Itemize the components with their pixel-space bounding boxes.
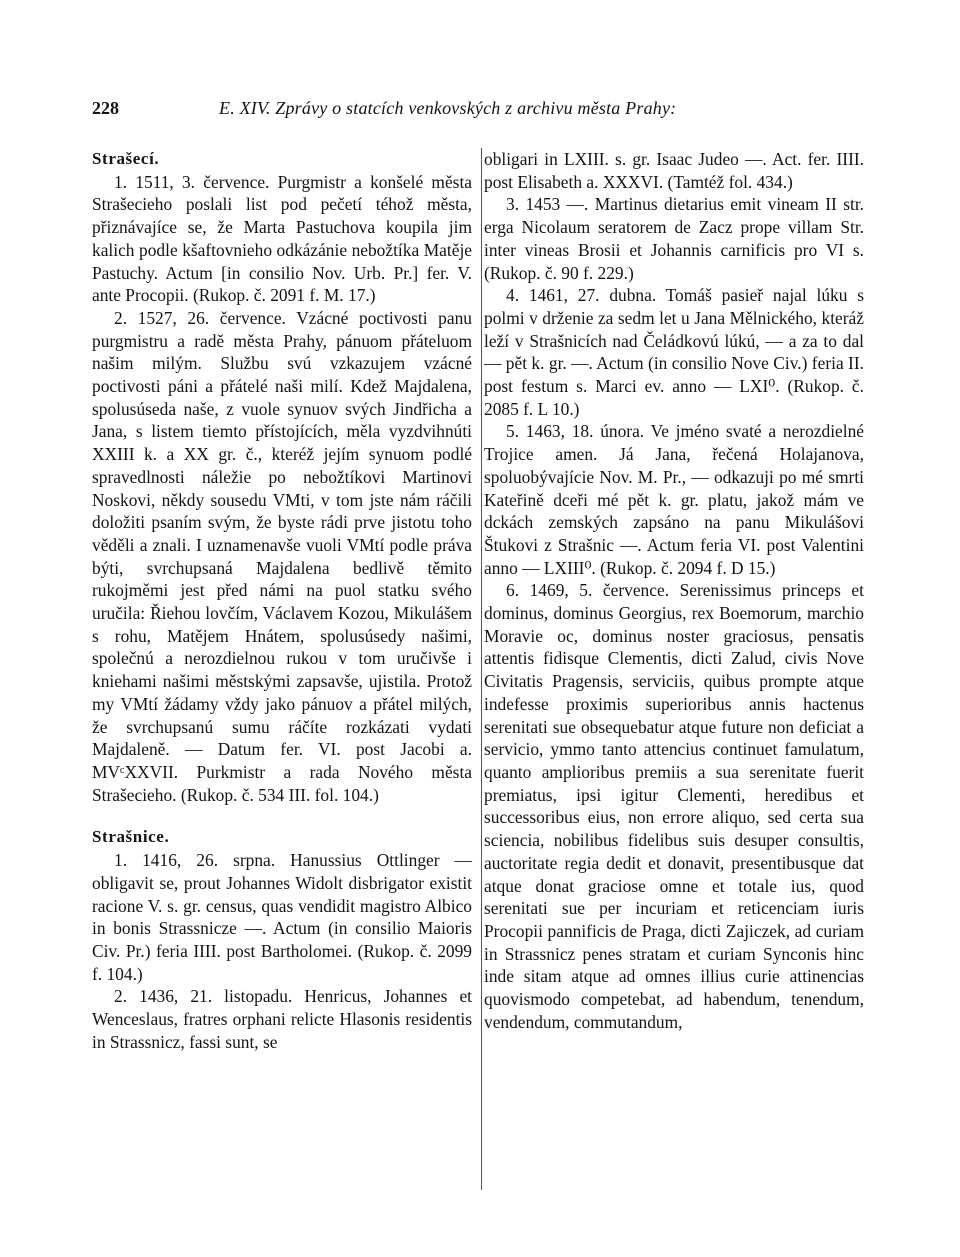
entry-paragraph: 1. 1511, 3. července. Purgmistr a konšelé města Strašecieho poslali list pod pečetí téhož města, přiznávajíce se, že Marta Pastuchova koupila jim kalich podle kšaftovnieho odkázánie nebožtíka Matěje Pastuchy. Actum [in consilio Nov. Urb. Pr.] fer. V. ante Procopii. (Rukop. č. 2091 f. M. 17.): [92, 171, 472, 306]
section-gap: [92, 806, 472, 826]
entry-paragraph: 2. 1436, 21. listopadu. Henricus, Johannes et Wenceslaus, fratres orphani relicte Hlasonis residentis in Strassnicz, fassi sunt, se: [92, 986, 472, 1052]
column-divider: [481, 148, 482, 1190]
section-heading-strasnice: Strašnice.: [92, 827, 170, 847]
entry-paragraph: 2. 1527, 26. července. Vzácné poctivosti panu purgmistru a radě města Prahy, pánuom přáteluom našim milým. Službu svú vzkazujem vzácné poctivosti páni a přátelé naši milí. Kdež Majdalena, spolusúseda naše, z vuole synuov svých Jindřicha a Jana, s listem tiemto přístojících, měla vyzdvihnúti XXIII k. a XX gr. č., kteréž jejím synuom podlé spravedlnosti náležie po nebožtíkovi Martinovi Noskovi, někdy sousedu VMti, v tom jste nám ráčili doložiti psaním svým, že byste rádi prve jistotu toho věděli a znali. I uznamenavše vuoli VMtí podle práva býti, svrchupsaná Majdalena bedlivě těmito rukojměmi jest před námi na puol statku svého uručila: Řiehou lovčím, Václavem Kozou, Mikulášem s rohu, Matějem Hnátem, spolusúsedy našimi, společnú a nerozdielnou rukou v tom uručivše i kniehami našimi městskými zapsavše, ujistila. Protož my VMtí žádamy vždy jako pánuov a přátel milých, že svrchupsanú sumu ráčíte rozkázati vydati Majdaleně. — Datum fer. VI. post Jacobi a. MVᶜXXVII. Purkmistr a rada Nového města Strašecieho. (Rukop. č. 534 III. fol. 104.): [92, 307, 472, 805]
running-header: [92, 98, 872, 122]
running-title: E. XIV. Zprávy o statcích venkovských z archivu města Prahy:: [219, 98, 677, 118]
entry-paragraph: 6. 1469, 5. července. Serenissimus princeps et dominus, dominus Georgius, rex Boemorum, marchio Moravie oc, dominus noster graciosus, pensatis attentis fidisque Clementis, dicti Zalud, civis Nove Civitatis Pragensis, serviciis, quibus prompte atque indefesse proximis superioribus annis hactenus serenitati sue obsequebatur atque future non deficiat a servicio, ymmo tanto attencius continuet famulatum, quanto amplioribus premiis a sua serenitate fuerit premiatus, ipsi igitur Clementi, heredibus et successoribus eius, non errore aliquo, sed certa sua sciencia, nobilibus fidelibus suis desuper consultis, auctoritate regia dedit et donavit, presentibusque dat atque donat graciose omne et totale ius, quod serenitati sue per incuriam et reticenciam iuris Procopii pannificis de Praga, dicti Zajiczek, ad curiam in Strassnicz penes stratam et curiam Synconis hinc inde sitam atque ad omnes illius curie attinencias quovismodo competebat, ad habendum, tenendum, vendendum, commutandum,: [484, 580, 864, 1032]
right-column: [484, 148, 864, 1033]
entry-paragraph: 3. 1453 —. Martinus dietarius emit vineam II str. erga Nicolaum seratorem de Zacz prope villam Str. inter vineas Brosii et Johannis carnificis pro VI s. (Rukop. č. 90 f. 229.): [484, 194, 864, 283]
section-heading-strasecí: Strašecí.: [92, 149, 160, 168]
entry-paragraph: 4. 1461, 27. dubna. Tomáš pasieř najal lúku s polmi v drženie za sedm let u Jana Mělnického, kteráž leží v Strašnicích nad Čeládkovú lúkú, — a za to dal — pět k. gr. —. Actum (in consilio Nove Civ.) feria II. post festum s. Marci ev. anno — LXI⁰. (Rukop. č. 2085 f. L 10.): [484, 285, 864, 419]
entry-paragraph: 1. 1416, 26. srpna. Hanussius Ottlinger — obligavit se, prout Johannes Widolt disbrigator existit racione V. s. gr. census, quas vendidit magistro Albico in bonis Strassnicze —. Actum (in consilio Maioris Civ. Pr.) feria IIII. post Bartholomei. (Rukop. č. 2099 f. 104.): [92, 850, 472, 984]
left-column: [92, 148, 472, 1053]
entry-paragraph-continued: obligari in LXIII. s. gr. Isaac Judeo —. Act. fer. IIII. post Elisabeth a. XXXVI. (Tamtéž fol. 434.): [484, 149, 864, 192]
page-number: 228: [92, 98, 119, 118]
entry-paragraph: 5. 1463, 18. února. Ve jméno svaté a nerozdielné Trojice amen. Já Jana, řečená Holajanova, spoluobývajície Nov. M. Pr., — odkazuji po mé smrti Kateřině dceři mé pět k. gr. platu, jakož mám ve dckách zemských zapsáno na panu Mikulášovi Štukovi z Strašnic —. Actum feria VI. post Valentini anno — LXIII⁰. (Rukop. č. 2094 f. D 15.): [484, 421, 864, 578]
